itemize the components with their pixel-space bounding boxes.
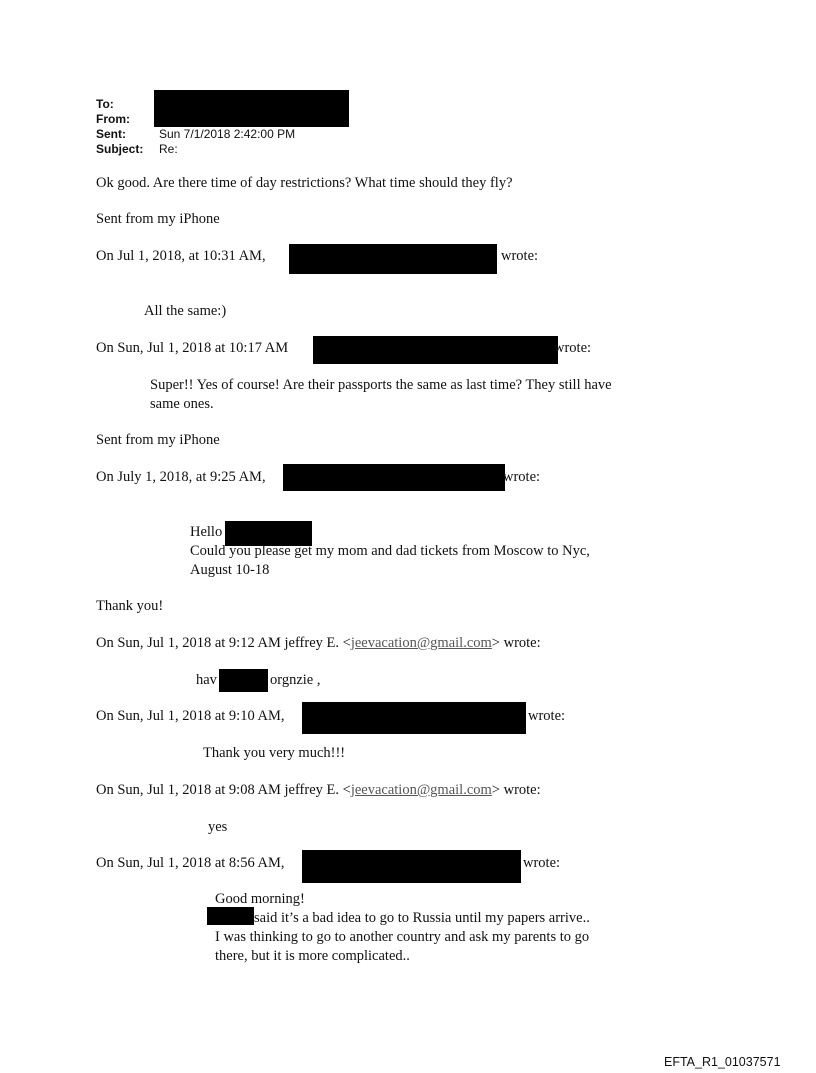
- quote-text: Thank you very much!!!: [203, 745, 346, 761]
- redaction-sender: [302, 702, 526, 734]
- quote-text: Could you please get my mom and dad tickets from Moscow to Nyc,: [190, 543, 590, 559]
- quote-wrote: wrote:: [501, 248, 539, 264]
- sent-value: Sun 7/1/2018 2:42:00 PM: [159, 127, 296, 141]
- quote-intro: On Jul 1, 2018, at 10:31 AM,: [96, 248, 266, 264]
- quote-wrote: wrote:: [503, 469, 541, 485]
- quote-intro: On Sun, Jul 1, 2018 at 9:10 AM,: [96, 708, 285, 724]
- quote-wrote: > wrote:: [491, 635, 541, 651]
- redaction-sender: [302, 850, 521, 883]
- quote-wrote: wrote:: [554, 340, 592, 356]
- quote-text: yes: [208, 819, 228, 835]
- quote-text: hav: [196, 672, 217, 688]
- bates-number: EFTA_R1_01037571: [664, 1055, 781, 1069]
- redaction-sender: [283, 464, 505, 491]
- email-link[interactable]: jeevacation@gmail.com: [350, 782, 492, 798]
- quote-text: I was thinking to go to another country and ask my parents to go: [215, 929, 590, 945]
- quote-wrote: wrote:: [528, 708, 566, 724]
- quote-wrote: wrote:: [523, 855, 561, 871]
- quote-text: Hello: [190, 524, 223, 540]
- quote-intro: [96, 635, 541, 652]
- redaction-sender: [313, 336, 558, 364]
- quote-intro-text: On Sun, Jul 1, 2018 at 9:08 AM jeffrey E. <: [96, 782, 351, 798]
- redaction-name: [207, 907, 254, 925]
- subject-label: Subject:: [96, 142, 144, 156]
- quote-intro: [96, 782, 541, 799]
- quote-intro: On July 1, 2018, at 9:25 AM,: [96, 469, 266, 485]
- redaction-word: [219, 669, 268, 692]
- quote-text: Super!! Yes of course! Are their passports the same as last time? They still have: [150, 377, 612, 393]
- message-line: Thank you!: [96, 598, 164, 614]
- quote-intro: On Sun, Jul 1, 2018 at 10:17 AM: [96, 340, 289, 356]
- quote-intro: On Sun, Jul 1, 2018 at 8:56 AM,: [96, 855, 285, 871]
- from-label: From:: [96, 112, 130, 126]
- redaction-header: [154, 90, 349, 127]
- quote-text: same ones.: [150, 396, 214, 412]
- sent-label: Sent:: [96, 127, 126, 141]
- signature: Sent from my iPhone: [96, 432, 220, 448]
- subject-value: Re:: [159, 142, 178, 156]
- quote-text: orgnzie ,: [270, 672, 321, 688]
- quote-wrote: > wrote:: [491, 782, 541, 798]
- quote-text: Good morning!: [215, 891, 305, 907]
- redaction-sender: [289, 244, 497, 274]
- message-line: Ok good. Are there time of day restrictions? What time should they fly?: [96, 175, 513, 191]
- to-label: To:: [96, 97, 114, 111]
- quote-text: All the same:): [144, 303, 227, 319]
- quote-text: there, but it is more complicated..: [215, 948, 410, 964]
- signature: Sent from my iPhone: [96, 211, 220, 227]
- email-link[interactable]: jeevacation@gmail.com: [350, 635, 492, 651]
- quote-intro-text: On Sun, Jul 1, 2018 at 9:12 AM jeffrey E. <: [96, 635, 351, 651]
- quote-text: August 10-18: [190, 562, 270, 578]
- quote-text: said it’s a bad idea to go to Russia until my papers arrive..: [254, 910, 590, 926]
